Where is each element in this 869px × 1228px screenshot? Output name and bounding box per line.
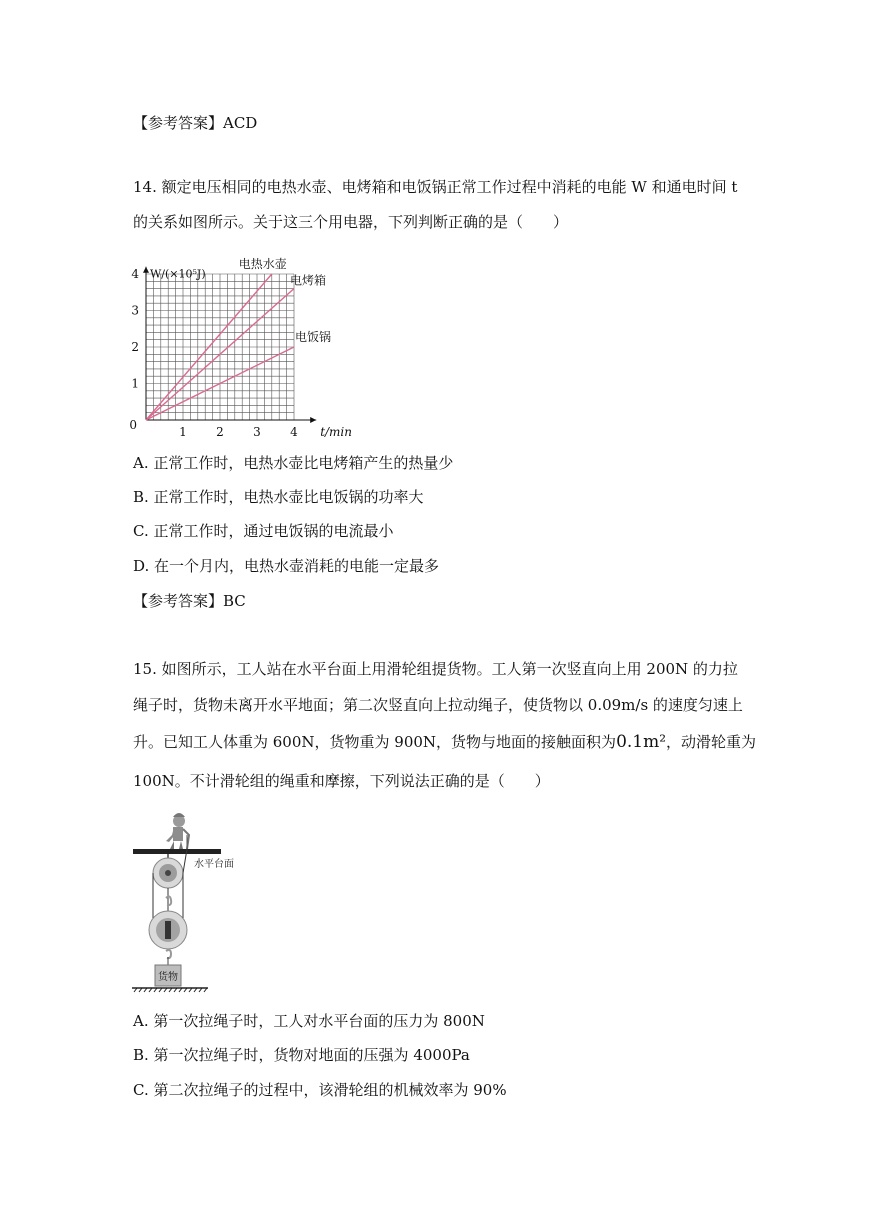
q15-option-b: B. 第一次拉绳子时，货物对地面的压强为 4000Pa [133,1046,470,1064]
answer-13: 【参考答案】ACD [133,114,258,132]
x-tick-label: 1 [179,425,187,439]
series-label: 电热水壶 [238,257,287,271]
y-tick-label: 2 [131,340,139,354]
q15-stem-line2: 绳子时，货物未离开水平地面；第二次竖直向上拉动绳子，使货物以 0.09m/s 的速度匀速上 [133,696,743,714]
q15-stem-line3-end: ，动滑轮重为 [666,733,757,751]
platform-label: 水平台面 [194,859,234,870]
q14-option-d: D. 在一个月内，电热水壶消耗的电能一定最多 [133,557,440,575]
platform [133,849,221,854]
fixed-pulley [153,858,183,888]
x-axis-arrow [310,417,316,423]
q14-option-a: A. 正常工作时，电热水壶比电烤箱产生的热量少 [133,454,454,472]
q15-option-c: C. 第二次拉绳子的过程中，该滑轮组的机械效率为 90% [133,1081,507,1099]
q15-stem-line1: 15. 如图所示，工人站在水平台面上用滑轮组提货物。工人第一次竖直向上用 200N 的力拉 [133,660,738,678]
movable-pulley [149,911,187,949]
y-axis-arrow [143,267,149,273]
series-label: 电饭锅 [295,330,332,344]
y-axis-label: W/(×10⁵J) [150,267,206,281]
y-tick-label: 3 [131,303,139,318]
chart-grid [146,274,294,420]
q15-option-a: A. 第一次拉绳子时，工人对水平台面的压力为 800N [133,1012,485,1030]
origin-label: 0 [129,418,137,432]
cargo-label: 货物 [158,972,178,983]
q15-stem-line3-start: 升。已知工人体重为 600N，货物重为 900N，货物与地面的接触面积为 [133,733,617,751]
worker-figure [166,813,189,849]
q15-stem-line3 [133,732,756,752]
x-tick-label: 2 [216,425,224,439]
answer-14: 【参考答案】BC [133,592,246,610]
energy-time-chart [128,248,358,443]
q14-option-b: B. 正常工作时，电热水壶比电饭锅的功率大 [133,488,424,506]
q14-option-c: C. 正常工作时，通过电饭锅的电流最小 [133,522,394,540]
q15-stem-line4: 100N。不计滑轮组的绳重和摩擦，下列说法正确的是（ ） [133,772,550,790]
q14-stem-line1: 14. 额定电压相同的电热水壶、电烤箱和电饭锅正常工作过程中消耗的电能 W 和通电时间 t [133,178,738,196]
y-tick-label: 1 [131,376,139,391]
x-tick-label: 3 [253,425,261,439]
x-axis-label: t/min [320,425,353,439]
pulley-figure [128,805,268,997]
contact-area-value: 0.1m² [616,732,667,752]
q14-stem-line2: 的关系如图所示。关于这三个用电器，下列判断正确的是（ ） [133,213,569,231]
series-label: 电烤箱 [290,273,327,288]
y-tick-label: 4 [131,267,139,281]
x-tick-label: 4 [290,425,298,439]
